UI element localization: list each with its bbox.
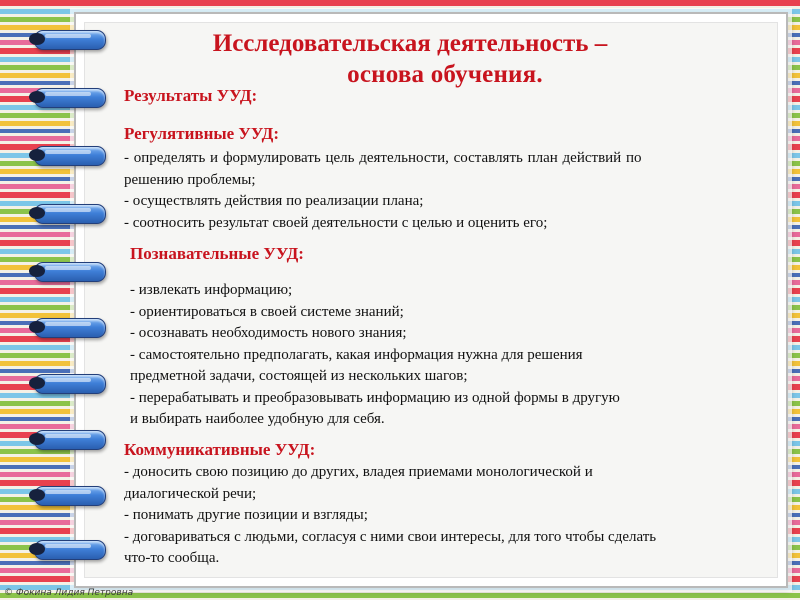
slide-title-line-2: основа обучения. xyxy=(347,61,543,89)
cognitive-item: - извлекать информацию; xyxy=(130,282,293,298)
cognitive-heading: Познавательные УУД: xyxy=(130,244,304,263)
binder-ring-icon xyxy=(34,318,106,338)
slide-title xyxy=(0,28,800,91)
binder-ring-icon xyxy=(34,88,106,108)
cognitive-item: - осознавать необходимость нового знания; xyxy=(130,325,407,341)
binder-ring-icon xyxy=(34,540,106,560)
cognitive-item: предметной задачи, состоящей из нескольких шагов; xyxy=(130,368,468,384)
cognitive-item: и выбирать наиболее удобную для себя. xyxy=(130,411,385,427)
regulative-heading: Регулятивные УУД: xyxy=(124,124,280,143)
copyright-footer: © Фокина Лидия Петровна xyxy=(4,588,134,598)
results-label: Результаты УУД: xyxy=(124,86,258,105)
communicative-item: - понимать другие позиции и взгляды; xyxy=(124,507,368,523)
regulative-item: - соотносить результат своей деятельности с целью и оценить его; xyxy=(124,214,548,231)
cognitive-item: - самостоятельно предполагать, какая информация нужна для решения xyxy=(130,346,583,363)
communicative-heading: Коммуникативные УУД: xyxy=(124,440,316,459)
cognitive-item: - перерабатывать и преобразовывать информацию из одной формы в другую xyxy=(130,389,620,406)
binder-ring-icon xyxy=(34,374,106,394)
communicative-item: - договариваться с людьми, согласуя с ними свои интересы, для того чтобы сделать xyxy=(124,528,657,545)
communicative-item: что-то сообща. xyxy=(124,550,220,566)
cognitive-list xyxy=(130,280,750,431)
slide-title-line-1: Исследовательская деятельность – xyxy=(212,30,608,57)
regulative-item: решению проблемы; xyxy=(124,171,256,188)
communicative-item: - доносить свою позицию до других, владея приемами монологической и xyxy=(124,464,593,480)
regulative-list xyxy=(124,148,764,234)
binder-ring-icon xyxy=(34,146,106,166)
binder-ring-icon xyxy=(34,204,106,224)
binder-ring-icon xyxy=(34,430,106,450)
cognitive-item: - ориентироваться в своей системе знаний; xyxy=(130,303,404,320)
communicative-list xyxy=(124,462,764,570)
regulative-item: - определять и формулировать цель деятельности, составлять план действий по xyxy=(124,150,642,166)
communicative-item: диалогической речи; xyxy=(124,485,257,502)
regulative-item: - осуществлять действия по реализации плана; xyxy=(124,193,424,209)
binder-ring-icon xyxy=(34,486,106,506)
binder-ring-icon xyxy=(34,262,106,282)
